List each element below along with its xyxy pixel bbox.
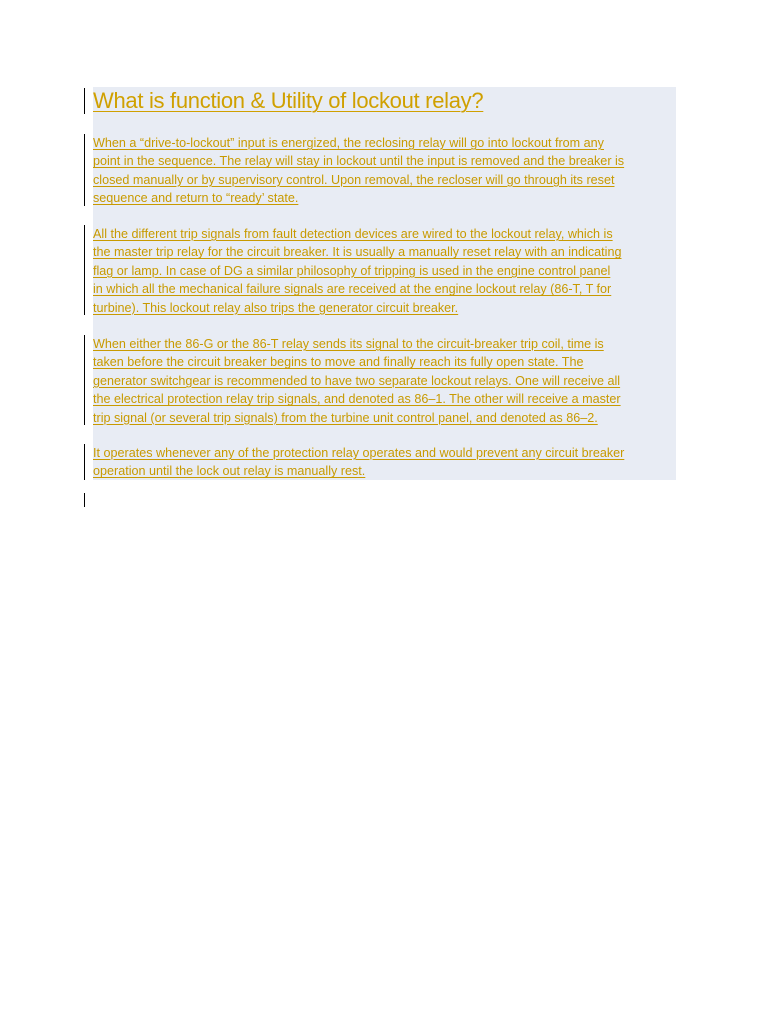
change-bar <box>84 88 85 114</box>
paragraph <box>93 134 678 208</box>
paragraph-line: the master trip relay for the circuit breaker. It is usually a manually reset relay with an indicating <box>93 245 622 260</box>
paragraph-line: closed manually or by supervisory control. Upon removal, the recloser will go through its reset <box>93 172 615 187</box>
paragraph-line: taken before the circuit breaker begins to move and finally reach its fully open state. The <box>93 355 584 370</box>
change-bar <box>84 225 85 315</box>
paragraph-line: When a “drive-to-lockout” input is energized, the reclosing relay will go into lockout from any <box>93 136 604 150</box>
paragraph-line: flag or lamp. In case of DG a similar philosophy of tripping is used in the engine control panel <box>93 263 611 278</box>
change-bar <box>84 134 85 206</box>
paragraph-line: the electrical protection relay trip signals, and denoted as 86–1. The other will receive a master <box>93 392 621 407</box>
paragraph-line: It operates whenever any of the protection relay operates and would prevent any circuit breaker <box>93 446 625 460</box>
change-bar <box>84 444 85 480</box>
paragraph <box>93 335 678 427</box>
paragraph-line: in which all the mechanical failure signals are received at the engine lockout relay (86-T, T for <box>93 282 612 297</box>
paragraph <box>93 444 678 481</box>
paragraph-line: When either the 86-G or the 86-T relay sends its signal to the circuit-breaker trip coil, time is <box>93 337 604 351</box>
paragraph <box>93 225 678 317</box>
paragraph-line: All the different trip signals from fault detection devices are wired to the lockout relay, which is <box>93 227 613 241</box>
change-bar <box>84 493 85 507</box>
change-bar <box>84 335 85 425</box>
paragraph-line: sequence and return to “ready’ state. <box>93 191 299 206</box>
paragraph-line: point in the sequence. The relay will stay in lockout until the input is removed and the breaker is <box>93 154 625 169</box>
paragraph-line: generator switchgear is recommended to have two separate lockout relays. One will receive all <box>93 373 621 388</box>
paragraph-line: trip signal (or several trip signals) from the turbine unit control panel, and denoted as 86–2. <box>93 410 598 425</box>
document-heading: What is function & Utility of lockout relay? <box>93 88 484 113</box>
paragraph-line: operation until the lock out relay is manually rest. <box>93 464 366 479</box>
paragraph-line: turbine). This lockout relay also trips the generator circuit breaker. <box>93 300 459 315</box>
